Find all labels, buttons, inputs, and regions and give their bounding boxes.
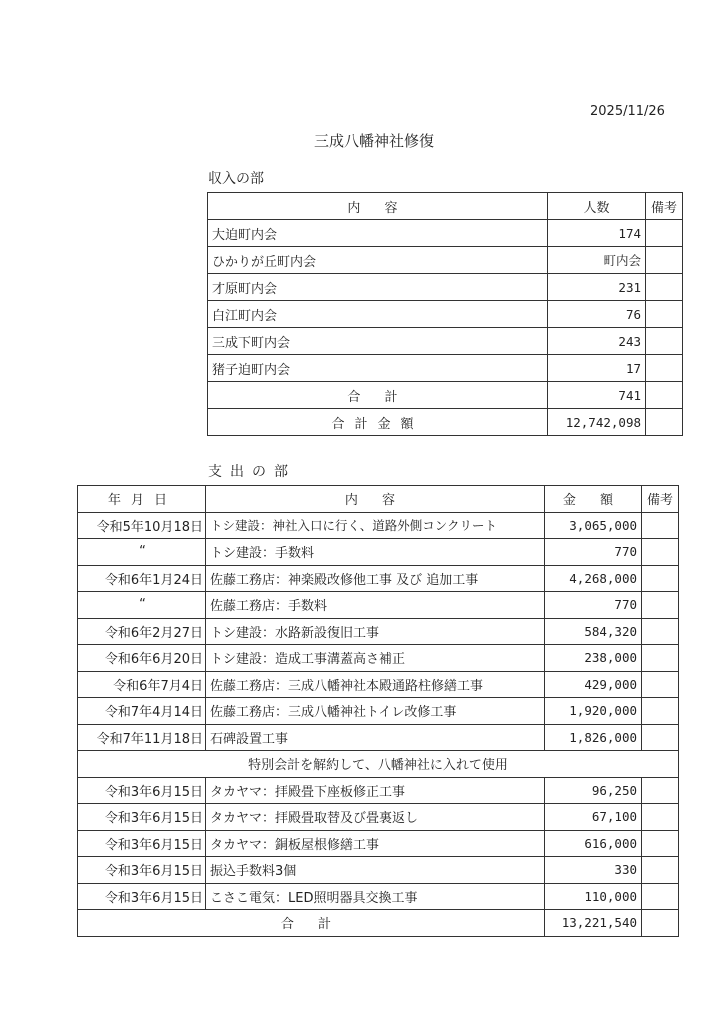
income-header-row (208, 193, 683, 220)
expense-amount: 584,320 (545, 618, 642, 645)
income-count: 231 (548, 274, 646, 301)
expense-row (78, 724, 679, 751)
expense-row (78, 512, 679, 539)
expense-date: “ (78, 539, 206, 566)
income-header-content: 内 容 (208, 193, 548, 220)
income-note (646, 220, 683, 247)
expense-row (78, 645, 679, 672)
expense-note (642, 777, 679, 804)
expense-total-row (78, 910, 679, 937)
expense-note (642, 830, 679, 857)
expense-amount: 429,000 (545, 671, 642, 698)
income-content: 猪子迫町内会 (208, 355, 548, 382)
income-content: 大迫町内会 (208, 220, 548, 247)
document-date: 2025/11/26 (590, 104, 665, 119)
expense-content: 佐藤工務店：三成八幡神社トイレ改修工事 (206, 698, 545, 725)
income-count: 76 (548, 301, 646, 328)
expense-row (78, 618, 679, 645)
expense-row (78, 857, 679, 884)
expense-amount: 4,268,000 (545, 565, 642, 592)
expense-date: 令和3年6月15日 (78, 857, 206, 884)
income-note (646, 301, 683, 328)
expense-content: タカヤマ：銅板屋根修繕工事 (206, 830, 545, 857)
expense-amount: 330 (545, 857, 642, 884)
income-row (208, 274, 683, 301)
expense-row (78, 539, 679, 566)
income-amount-label: 合計金額 (208, 409, 548, 436)
income-content: 才原町内会 (208, 274, 548, 301)
expense-row (78, 777, 679, 804)
expense-content: トシ建設：造成工事溝蓋高さ補正 (206, 645, 545, 672)
expense-special-note-row (78, 751, 679, 778)
income-count: 243 (548, 328, 646, 355)
income-total-row (208, 382, 683, 409)
income-table (207, 192, 683, 436)
expense-header-row (78, 486, 679, 513)
expense-amount: 110,000 (545, 883, 642, 910)
expense-note (642, 512, 679, 539)
expense-table (77, 485, 679, 937)
expense-row (78, 804, 679, 831)
income-count: 174 (548, 220, 646, 247)
expense-heading: 支出の部 (208, 464, 296, 480)
income-note (646, 247, 683, 274)
expense-date: 令和3年6月15日 (78, 777, 206, 804)
expense-date: 令和7年4月14日 (78, 698, 206, 725)
income-header-count: 人数 (548, 193, 646, 220)
expense-row (78, 671, 679, 698)
income-total-note (646, 382, 683, 409)
expense-note (642, 724, 679, 751)
income-total-label: 合 計 (208, 382, 548, 409)
expense-total-note (642, 910, 679, 937)
expense-note (642, 698, 679, 725)
expense-date: 令和7年11月18日 (78, 724, 206, 751)
expense-note (642, 857, 679, 884)
income-amount-note (646, 409, 683, 436)
expense-content: 振込手数料3個 (206, 857, 545, 884)
expense-special-note: 特別会計を解約して、八幡神社に入れて使用 (78, 751, 679, 778)
expense-amount: 1,920,000 (545, 698, 642, 725)
expense-content: タカヤマ：拝殿畳下座板修正工事 (206, 777, 545, 804)
expense-total-value: 13,221,540 (545, 910, 642, 937)
expense-content: トシ建設：神社入口に行く、道路外側コンクリート (206, 512, 545, 539)
expense-content: 石碑設置工事 (206, 724, 545, 751)
expense-row (78, 592, 679, 619)
expense-date: “ (78, 592, 206, 619)
income-amount-value: 12,742,098 (548, 409, 646, 436)
income-heading: 収入の部 (208, 171, 264, 187)
expense-date: 令和6年7月4日 (78, 671, 206, 698)
expense-content: トシ建設：水路新設復旧工事 (206, 618, 545, 645)
expense-amount: 770 (545, 539, 642, 566)
expense-row (78, 698, 679, 725)
income-note (646, 355, 683, 382)
expense-amount: 616,000 (545, 830, 642, 857)
expense-date: 令和3年6月15日 (78, 883, 206, 910)
income-row (208, 220, 683, 247)
income-row (208, 355, 683, 382)
income-count: 町内会 (548, 247, 646, 274)
expense-amount: 238,000 (545, 645, 642, 672)
income-count: 17 (548, 355, 646, 382)
expense-amount: 67,100 (545, 804, 642, 831)
expense-row (78, 830, 679, 857)
expense-content: こさこ電気：LED照明器具交換工事 (206, 883, 545, 910)
expense-note (642, 565, 679, 592)
expense-note (642, 592, 679, 619)
expense-amount: 96,250 (545, 777, 642, 804)
expense-note (642, 804, 679, 831)
income-content: 三成下町内会 (208, 328, 548, 355)
expense-content: タカヤマ：拝殿畳取替及び畳裏返し (206, 804, 545, 831)
expense-date: 令和3年6月15日 (78, 804, 206, 831)
expense-note (642, 671, 679, 698)
income-content: 白江町内会 (208, 301, 548, 328)
income-row (208, 301, 683, 328)
expense-amount: 3,065,000 (545, 512, 642, 539)
expense-header-amount: 金 額 (545, 486, 642, 513)
expense-date: 令和5年10月18日 (78, 512, 206, 539)
expense-content: 佐藤工務店：三成八幡神社本殿通路柱修繕工事 (206, 671, 545, 698)
expense-total-label: 合 計 (78, 910, 545, 937)
expense-amount: 770 (545, 592, 642, 619)
income-note (646, 274, 683, 301)
expense-row (78, 565, 679, 592)
income-row (208, 328, 683, 355)
expense-date: 令和6年6月20日 (78, 645, 206, 672)
income-content: ひかりが丘町内会 (208, 247, 548, 274)
expense-header-note: 備考 (642, 486, 679, 513)
expense-note (642, 883, 679, 910)
expense-note (642, 539, 679, 566)
expense-header-date: 年月日 (78, 486, 206, 513)
expense-row (78, 883, 679, 910)
expense-date: 令和3年6月15日 (78, 830, 206, 857)
income-header-note: 備考 (646, 193, 683, 220)
expense-content: 佐藤工務店：手数料 (206, 592, 545, 619)
income-row (208, 247, 683, 274)
expense-content: トシ建設：手数料 (206, 539, 545, 566)
expense-content: 佐藤工務店：神楽殿改修他工事 及び 追加工事 (206, 565, 545, 592)
expense-amount: 1,826,000 (545, 724, 642, 751)
expense-date: 令和6年1月24日 (78, 565, 206, 592)
income-note (646, 328, 683, 355)
expense-note (642, 618, 679, 645)
page-title: 三成八幡神社修復 (314, 132, 435, 150)
income-total-value: 741 (548, 382, 646, 409)
expense-date: 令和6年2月27日 (78, 618, 206, 645)
expense-note (642, 645, 679, 672)
income-amount-row (208, 409, 683, 436)
expense-header-content: 内 容 (206, 486, 545, 513)
